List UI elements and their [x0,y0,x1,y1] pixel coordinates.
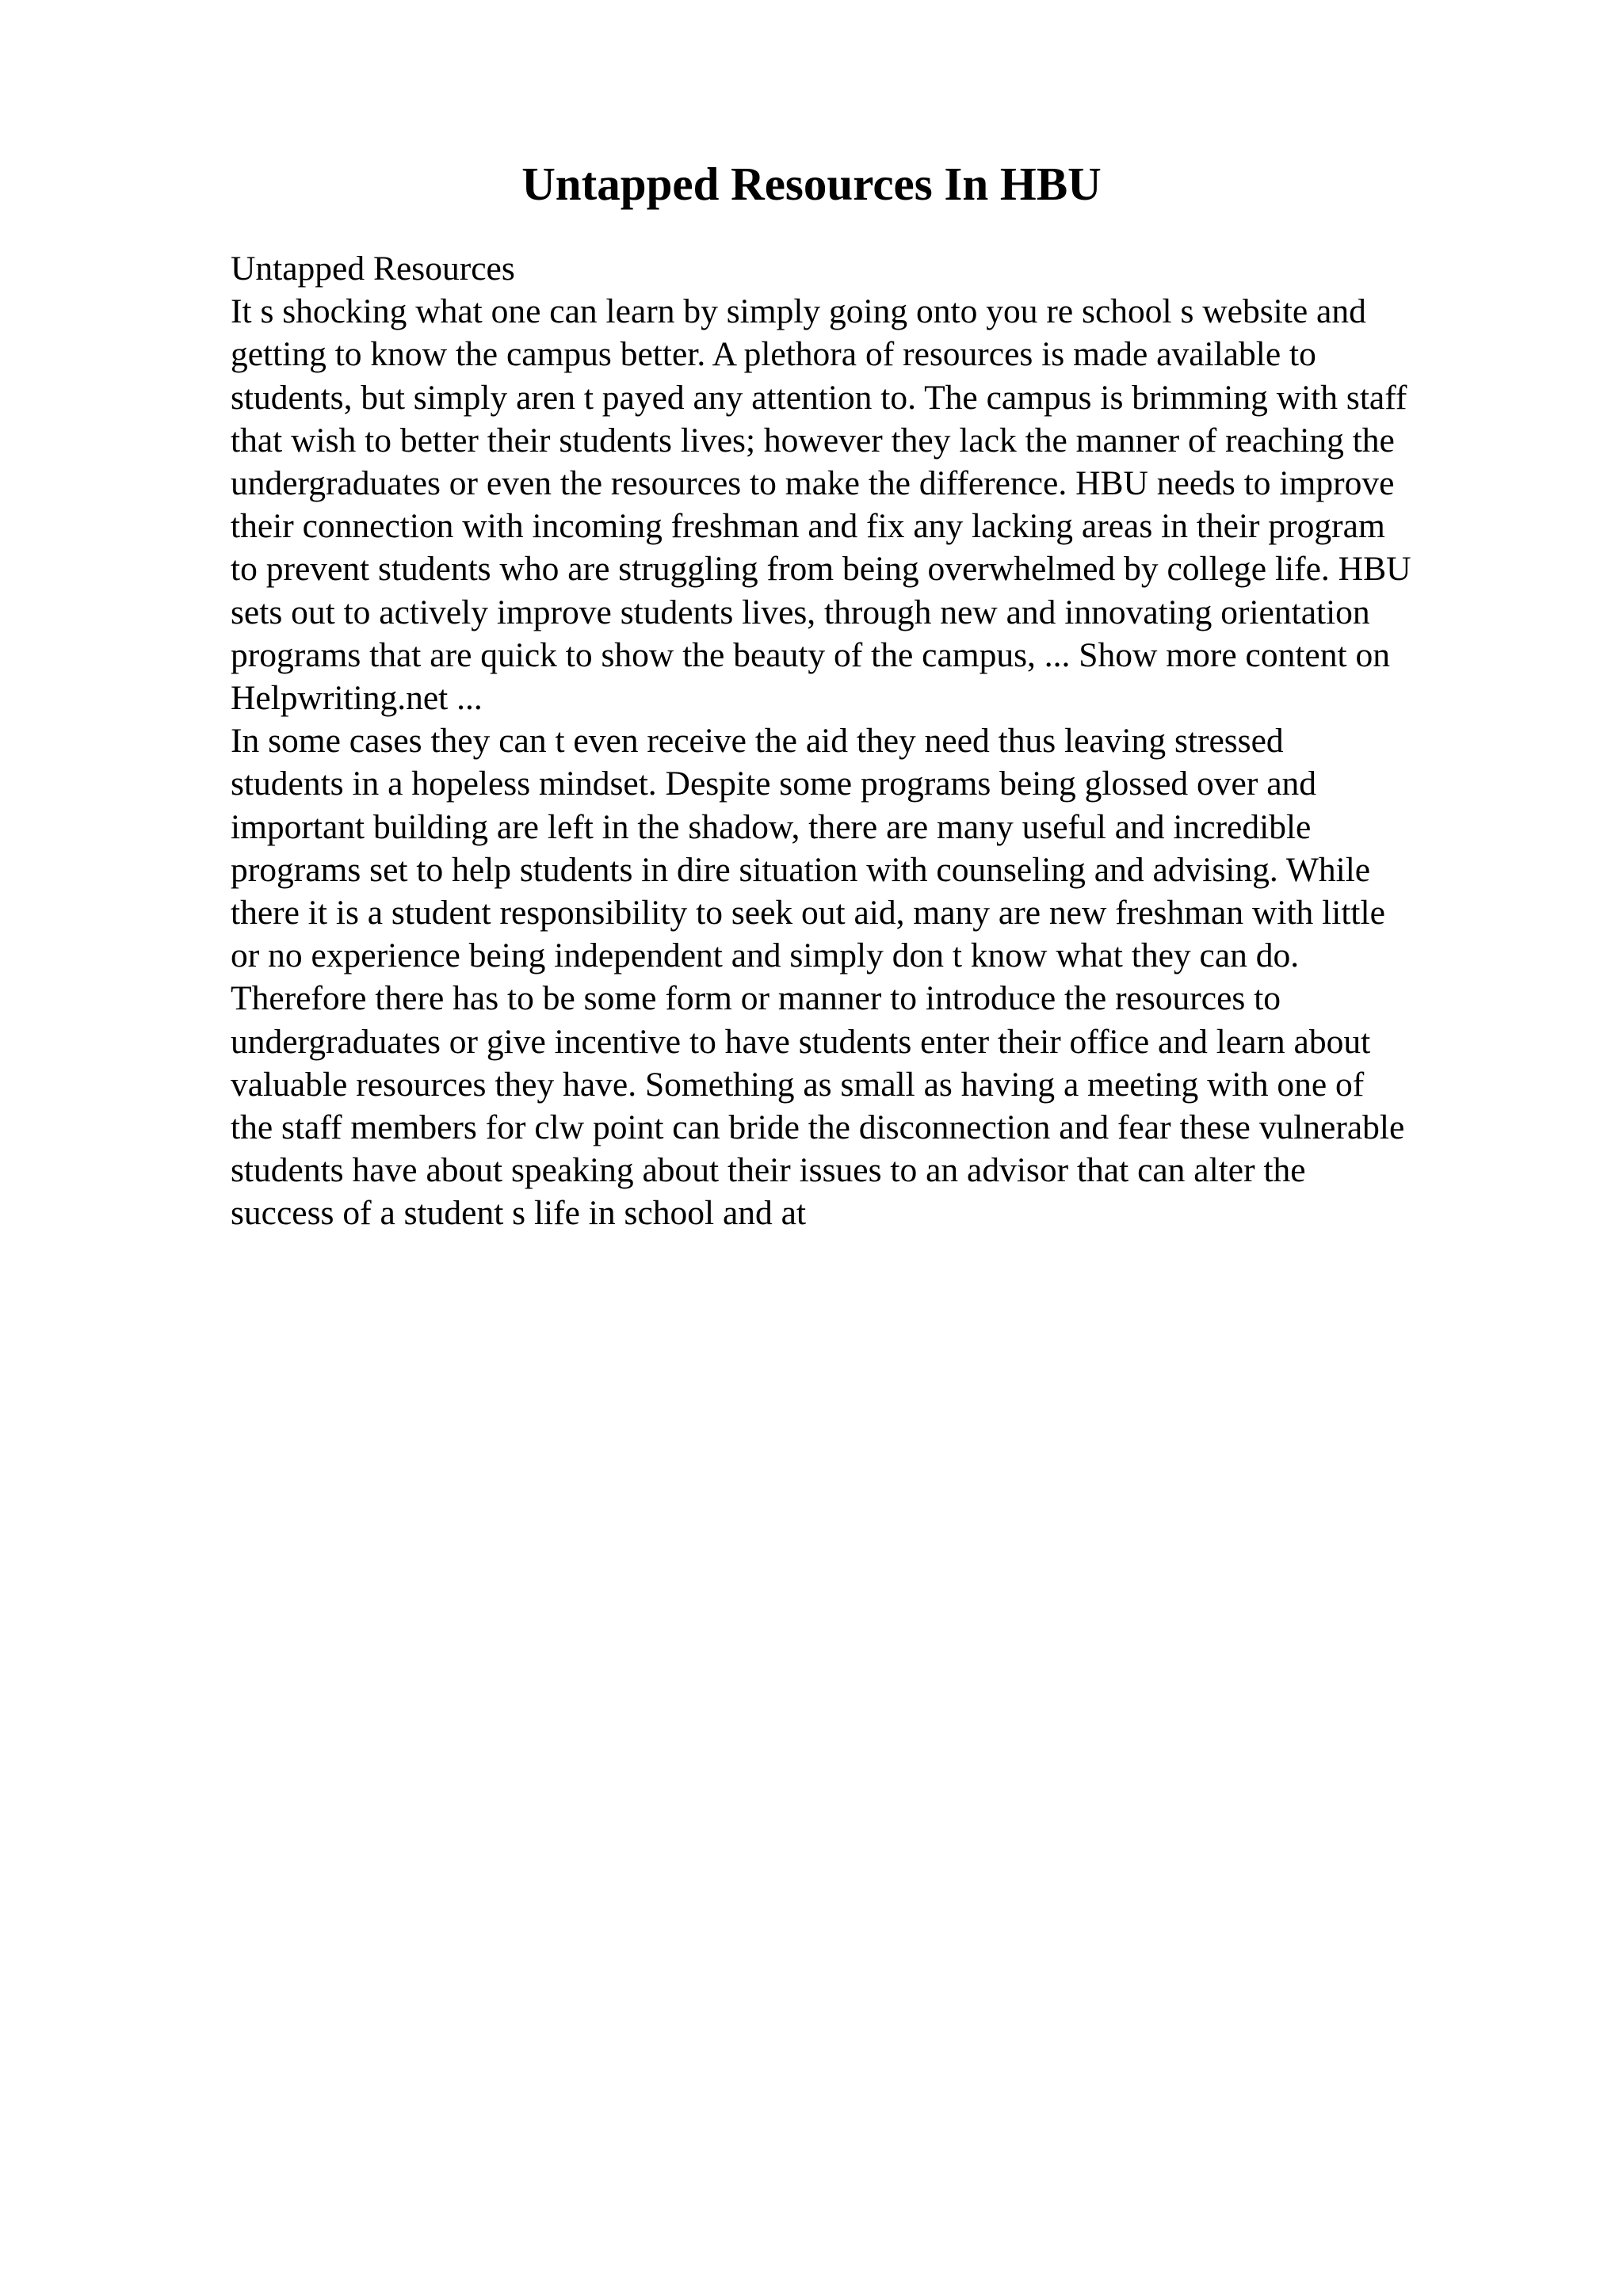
body-line: Untapped Resources [231,250,515,288]
body-line: students in a hopeless mindset. Despite some programs being glossed over and [231,765,1317,803]
body-line: students, but simply aren t payed any attention to. The campus is brimming with staff [231,378,1407,417]
body-line: undergraduates or give incentive to have students enter their office and learn about [231,1022,1371,1061]
body-line: that wish to better their students lives; however they lack the manner of reaching the [231,421,1395,460]
body-line: It s shocking what one can learn by simply going onto you re school s website and [231,292,1366,331]
body-line: important building are left in the shadow, there are many useful and incredible [231,807,1312,846]
body-line: undergraduates or even the resources to make the difference. HBU needs to improve [231,464,1395,503]
body-line: programs set to help students in dire situation with counseling and advising. While [231,850,1371,889]
body-line: programs that are quick to show the beauty of the campus, ... Show more content on [231,635,1390,674]
body-line: students have about speaking about their issues to an advisor that can alter the [231,1151,1306,1190]
body-line: the staff members for clw point can bride the disconnection and fear these vulnerable [231,1108,1405,1147]
body-line: getting to know the campus better. A plethora of resources is made available to [231,335,1316,374]
body-line: Therefore there has to be some form or manner to introduce the resources to [231,979,1281,1018]
body-line: their connection with incoming freshman and fix any lacking areas in their program [231,507,1385,546]
document-title: Untapped Resources In HBU [521,158,1102,210]
body-line: In some cases they can t even receive the aid they need thus leaving stressed [231,722,1284,761]
body-line: sets out to actively improve students lives, through new and innovating orientation [231,593,1370,631]
body-line: or no experience being independent and simply don t know what they can do. [231,936,1300,975]
document-body [231,247,1594,1235]
body-line: Helpwriting.net ... [231,679,483,718]
body-line: valuable resources they have. Something as small as having a meeting with one of [231,1065,1365,1104]
body-line: there it is a student responsibility to seek out aid, many are new freshman with little [231,894,1385,933]
body-line: success of a student s life in school and at [231,1194,807,1233]
body-line: to prevent students who are struggling from being overwhelmed by college life. HBU [231,550,1411,589]
